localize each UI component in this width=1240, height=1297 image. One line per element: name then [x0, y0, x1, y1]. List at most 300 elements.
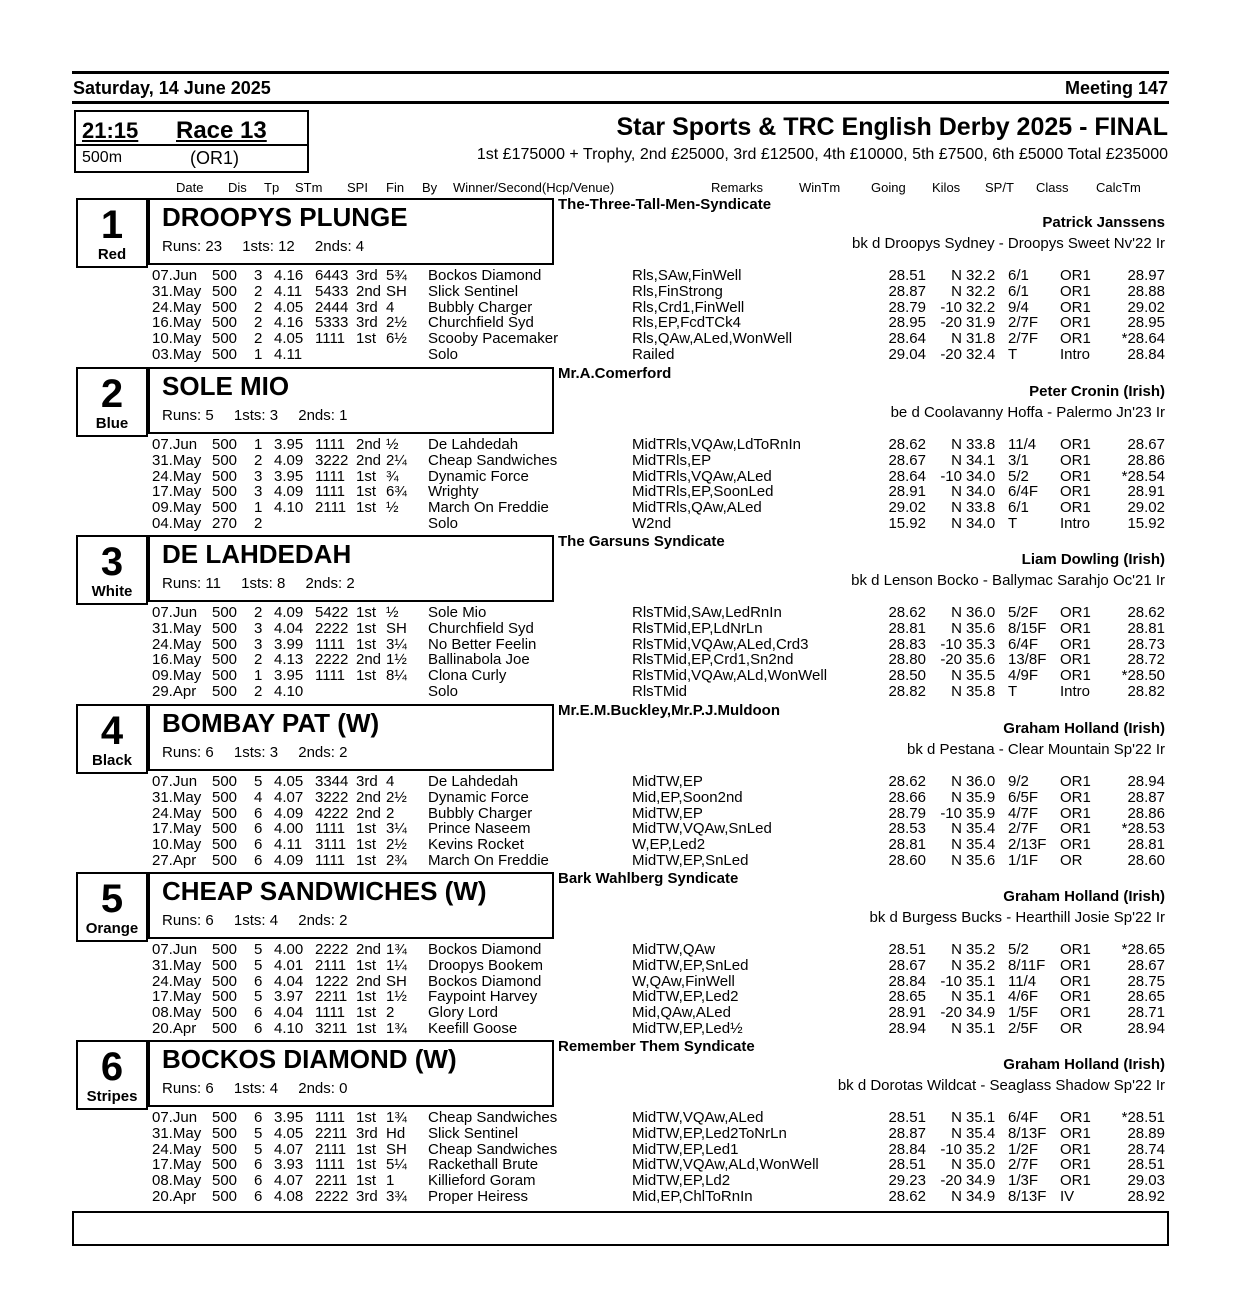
form-trap: 1 — [254, 667, 263, 685]
form-class: OR1 — [1060, 1172, 1091, 1190]
col-dis: Dis — [228, 180, 247, 195]
form-calc-time: 28.86 — [1127, 451, 1165, 469]
owner-name: The Garsuns Syndicate — [558, 533, 725, 550]
form-finish: 2nd — [356, 436, 382, 453]
form-split: 2444 — [315, 298, 349, 316]
trainer-name: Patrick Janssens — [1042, 214, 1165, 231]
form-distance-beaten: 1¾ — [386, 1109, 407, 1126]
form-weight: 35.1 — [966, 988, 996, 1006]
form-trap: 2 — [254, 514, 263, 532]
form-win-time: 28.87 — [888, 282, 926, 300]
form-sp: 6/1 — [1008, 282, 1029, 300]
form-class: OR1 — [1060, 314, 1091, 332]
owner-name: The-Three-Tall-Men-Syndicate — [558, 196, 772, 213]
form-date: 10.May — [152, 836, 202, 854]
form-going: N — [951, 483, 962, 501]
form-row — [0, 790, 1240, 806]
form-sp: 5/2 — [1008, 941, 1029, 958]
form-row — [0, 1189, 1240, 1205]
form-win-time: 28.66 — [888, 788, 926, 806]
form-remarks: RlsTMid — [632, 682, 687, 700]
form-remarks: Mid,QAw,ALed — [632, 1004, 731, 1022]
form-split: 1111 — [315, 820, 346, 838]
form-calc-time: 28.95 — [1127, 314, 1165, 332]
form-class: OR1 — [1060, 651, 1091, 669]
form-distance-beaten: 2 — [386, 804, 395, 822]
form-class: OR1 — [1060, 1124, 1091, 1142]
form-distance-beaten: 2½ — [386, 788, 407, 806]
form-sectional: 4.09 — [274, 451, 304, 469]
form-row — [0, 942, 1240, 958]
form-sectional: 4.04 — [274, 1004, 304, 1022]
form-trap: 6 — [254, 836, 263, 854]
form-going: N — [951, 499, 962, 517]
form-row — [0, 837, 1240, 853]
form-calc-time: 28.62 — [1127, 604, 1165, 621]
form-row — [0, 300, 1240, 316]
form-finish: 1st — [356, 330, 377, 348]
form-going: N — [951, 330, 962, 348]
form-sp: 11/4 — [1008, 972, 1037, 990]
form-distance: 500 — [212, 483, 238, 501]
form-row — [0, 668, 1240, 684]
form-trap: 6 — [254, 1156, 263, 1174]
form-row — [0, 684, 1240, 700]
form-sp: 2/7F — [1008, 1156, 1039, 1174]
form-sp: 5/2F — [1008, 604, 1039, 621]
form-date: 24.May — [152, 467, 202, 485]
form-calc-time: *28.65 — [1121, 941, 1165, 958]
form-distance: 500 — [212, 820, 238, 838]
form-distance: 500 — [212, 314, 238, 332]
form-win-time: 28.80 — [888, 651, 926, 669]
form-weight: 32.2 — [966, 267, 996, 284]
form-date: 24.May — [152, 972, 202, 990]
form-distance-beaten: 1 — [386, 1172, 395, 1190]
form-distance: 500 — [212, 1172, 238, 1190]
form-class: OR1 — [1060, 1156, 1091, 1174]
form-sp: 2/13F — [1008, 836, 1047, 854]
form-distance: 500 — [212, 604, 238, 621]
form-going: N — [951, 682, 962, 700]
form-sp: 11/4 — [1008, 436, 1037, 453]
trainer-name: Liam Dowling (Irish) — [1021, 551, 1165, 568]
form-class: OR1 — [1060, 604, 1091, 621]
trainer-name: Graham Holland (Irish) — [1003, 720, 1165, 737]
form-row — [0, 268, 1240, 284]
form-distance: 500 — [212, 451, 238, 469]
form-going: -10 — [940, 1140, 962, 1158]
form-table — [0, 774, 1240, 869]
form-sp: 6/1 — [1008, 499, 1029, 517]
form-weight: 35.6 — [966, 851, 996, 869]
form-row — [0, 1126, 1240, 1142]
form-winner-second: Dynamic Force — [428, 467, 529, 485]
form-distance: 500 — [212, 298, 238, 316]
form-calc-time: 28.84 — [1127, 345, 1165, 363]
form-calc-time: 28.89 — [1127, 1124, 1165, 1142]
runs-count: Runs: 23 — [162, 238, 223, 255]
form-win-time: 28.67 — [888, 956, 926, 974]
form-distance: 500 — [212, 467, 238, 485]
form-going: N — [951, 667, 962, 685]
form-trap: 6 — [254, 1109, 263, 1126]
form-class: OR1 — [1060, 499, 1091, 517]
form-distance-beaten: 1¾ — [386, 941, 407, 958]
form-distance: 500 — [212, 1156, 238, 1174]
form-class: OR — [1060, 851, 1083, 869]
form-class: Intro — [1060, 345, 1091, 363]
form-finish: 1st — [356, 836, 377, 854]
form-table — [0, 605, 1240, 700]
form-date: 31.May — [152, 788, 202, 806]
form-split: 2211 — [315, 1172, 348, 1190]
form-distance-beaten: ¾ — [386, 467, 399, 485]
race-number: Race 13 — [176, 117, 267, 144]
form-distance: 500 — [212, 1187, 238, 1205]
form-sp: 3/1 — [1008, 451, 1029, 469]
form-trap: 5 — [254, 956, 263, 974]
form-distance-beaten: SH — [386, 619, 407, 637]
form-distance: 500 — [212, 345, 238, 363]
form-class: OR1 — [1060, 941, 1091, 958]
form-distance-beaten: SH — [386, 282, 407, 300]
seconds-count: 2nds: 1 — [298, 407, 348, 424]
wins-count: 1sts: 3 — [233, 744, 279, 761]
form-going: N — [951, 1124, 962, 1142]
form-remarks: MidTRls,EP,SoonLed — [632, 483, 774, 501]
trap-number: 3 — [100, 540, 124, 584]
breeding: bk d Dorotas Wildcat - Seaglass Shadow Sp'22 Ir — [837, 1077, 1165, 1094]
form-split: 2222 — [315, 941, 349, 958]
form-trap: 2 — [254, 282, 263, 300]
form-date: 16.May — [152, 314, 202, 332]
col-date: Date — [176, 180, 204, 195]
form-win-time: 15.92 — [888, 514, 926, 532]
race-title: Star Sports & TRC English Derby 2025 - FINAL — [616, 113, 1168, 141]
form-calc-time: 28.81 — [1127, 619, 1165, 637]
form-trap: 3 — [254, 635, 263, 653]
form-winner-second: Clona Curly — [428, 667, 507, 685]
form-win-time: 29.04 — [888, 345, 926, 363]
form-row — [0, 469, 1240, 485]
form-weight: 35.5 — [966, 667, 996, 685]
form-sp: 6/4F — [1008, 635, 1039, 653]
col-spt: SP/T — [985, 180, 1014, 195]
form-finish: 1st — [356, 851, 377, 869]
form-remarks: Rls,Crd1,FinWell — [632, 298, 745, 316]
form-calc-time: 28.51 — [1127, 1156, 1165, 1174]
form-sectional: 4.09 — [274, 851, 304, 869]
col-by: By — [422, 180, 438, 195]
form-distance-beaten: 2½ — [386, 314, 407, 332]
form-trap: 1 — [254, 499, 263, 517]
form-remarks: MidTRls,EP — [632, 451, 712, 469]
form-sectional: 4.16 — [274, 267, 304, 284]
form-date: 31.May — [152, 282, 202, 300]
runs-count: Runs: 5 — [162, 407, 214, 424]
form-distance: 500 — [212, 667, 238, 685]
form-calc-time: 28.65 — [1127, 988, 1165, 1006]
form-remarks: MidTW,VQAw,ALd,WonWell — [632, 1156, 819, 1174]
col-remarks: Remarks — [711, 180, 764, 195]
form-remarks: MidTW,EP — [632, 773, 703, 790]
form-calc-time: 28.67 — [1127, 956, 1165, 974]
form-sectional: 4.07 — [274, 788, 304, 806]
form-finish: 2nd — [356, 282, 382, 300]
form-distance-beaten: SH — [386, 972, 407, 990]
form-trap: 3 — [254, 467, 263, 485]
form-class: OR1 — [1060, 788, 1091, 806]
form-finish: 1st — [356, 483, 377, 501]
form-split: 2111 — [315, 1140, 347, 1158]
form-remarks: MidTRls,VQAw,ALed — [632, 467, 772, 485]
form-row — [0, 821, 1240, 837]
col-winner: Winner/Second(Hcp/Venue) — [453, 180, 615, 195]
form-finish: 1st — [356, 1172, 377, 1190]
form-winner-second: Dynamic Force — [428, 788, 529, 806]
form-distance-beaten: Hd — [386, 1124, 406, 1142]
form-calc-time: 28.72 — [1127, 651, 1165, 669]
form-weight: 35.3 — [966, 635, 996, 653]
dog-stats — [162, 912, 363, 929]
form-winner-second: Glory Lord — [428, 1004, 499, 1022]
form-weight: 34.9 — [966, 1004, 996, 1022]
col-going: Going — [871, 180, 906, 195]
form-win-time: 28.83 — [888, 635, 926, 653]
form-sectional: 4.04 — [274, 619, 304, 637]
form-split: 1111 — [315, 330, 346, 348]
form-date: 09.May — [152, 667, 202, 685]
form-winner-second: No Better Feelin — [428, 635, 537, 653]
dog-name: CHEAP SANDWICHES (W) — [162, 876, 487, 906]
form-winner-second: Churchfield Syd — [428, 619, 534, 637]
dog-name: BOMBAY PAT (W) — [162, 708, 380, 738]
form-winner-second: Solo — [428, 514, 459, 532]
form-remarks: MidTRls,VQAw,LdToRnIn — [632, 436, 801, 453]
form-weight: 35.0 — [966, 1156, 996, 1174]
dog-box — [148, 1040, 554, 1107]
col-spi: SPI — [347, 180, 368, 195]
form-date: 29.Apr — [152, 682, 197, 700]
form-weight: 34.0 — [966, 483, 996, 501]
form-split: 1111 — [315, 1004, 346, 1022]
form-calc-time: 28.82 — [1127, 682, 1165, 700]
form-split: 3111 — [315, 836, 347, 854]
form-weight: 36.0 — [966, 604, 996, 621]
form-sp: 6/5F — [1008, 788, 1039, 806]
trap-box — [76, 198, 148, 268]
form-winner-second: Killieford Goram — [428, 1172, 536, 1190]
form-split: 2222 — [315, 651, 349, 669]
form-sectional: 3.95 — [274, 1109, 304, 1126]
form-sp: 2/7F — [1008, 820, 1039, 838]
form-sp: 8/13F — [1008, 1124, 1047, 1142]
form-calc-time: 28.75 — [1127, 972, 1165, 990]
form-finish: 2nd — [356, 451, 382, 469]
form-winner-second: Bockos Diamond — [428, 267, 542, 284]
form-distance: 270 — [212, 514, 238, 532]
form-row — [0, 774, 1240, 790]
col-fin: Fin — [386, 180, 405, 195]
form-trap: 6 — [254, 804, 263, 822]
form-row — [0, 516, 1240, 532]
form-sectional: 4.13 — [274, 651, 304, 669]
trap-colour: Black — [91, 752, 133, 769]
form-split: 2111 — [315, 956, 347, 974]
form-sectional: 4.11 — [274, 345, 303, 363]
breeding: bk d Droopys Sydney - Droopys Sweet Nv'22 Ir — [852, 235, 1165, 252]
form-split: 1111 — [315, 483, 346, 501]
dog-name: SOLE MIO — [162, 371, 290, 401]
form-going: N — [951, 436, 962, 453]
wins-count: 1sts: 12 — [242, 238, 295, 255]
form-winner-second: Solo — [428, 682, 459, 700]
form-class: OR1 — [1060, 436, 1091, 453]
form-distance: 500 — [212, 1004, 238, 1022]
form-sp: 1/2F — [1008, 1140, 1039, 1158]
form-class: OR1 — [1060, 972, 1091, 990]
form-going: N — [951, 788, 962, 806]
owner-name: Mr.A.Comerford — [558, 365, 672, 382]
breeding: bk d Pestana - Clear Mountain Sp'22 Ir — [906, 741, 1165, 758]
form-date: 16.May — [152, 651, 202, 669]
form-weight: 35.4 — [966, 836, 996, 854]
form-going: -10 — [940, 635, 962, 653]
form-winner-second: Slick Sentinel — [428, 282, 519, 300]
form-date: 04.May — [152, 514, 202, 532]
form-remarks: Rls,QAw,ALed,WonWell — [632, 330, 793, 348]
form-winner-second: Faypoint Harvey — [428, 988, 538, 1006]
trap-number: 2 — [100, 372, 124, 416]
form-sectional: 4.07 — [274, 1140, 304, 1158]
form-calc-time: 28.86 — [1127, 804, 1165, 822]
form-going: N — [951, 836, 962, 854]
form-weight: 35.1 — [966, 972, 996, 990]
form-win-time: 28.62 — [888, 773, 926, 790]
form-sectional: 4.04 — [274, 972, 304, 990]
form-distance: 500 — [212, 956, 238, 974]
form-sp: 6/4F — [1008, 1109, 1039, 1126]
form-row — [0, 437, 1240, 453]
form-remarks: MidTRls,QAw,ALed — [632, 499, 762, 517]
top-rule — [72, 71, 1169, 74]
dog-name: DROOPYS PLUNGE — [162, 202, 408, 232]
trap-number: 6 — [100, 1045, 124, 1089]
form-trap: 5 — [254, 1140, 263, 1158]
form-date: 07.Jun — [152, 604, 198, 621]
form-remarks: Mid,EP,Soon2nd — [632, 788, 743, 806]
form-finish: 3rd — [356, 314, 378, 332]
form-date: 31.May — [152, 1124, 202, 1142]
seconds-count: 2nds: 0 — [298, 1080, 348, 1097]
form-winner-second: Prince Naseem — [428, 820, 531, 838]
breeding: bk d Burgess Bucks - Hearthill Josie Sp'22 Ir — [869, 909, 1165, 926]
dog-box — [148, 872, 554, 939]
form-sectional: 3.99 — [274, 635, 304, 653]
form-going: N — [951, 1019, 962, 1037]
form-winner-second: Rackethall Brute — [428, 1156, 539, 1174]
header-rule — [72, 101, 1169, 104]
form-split: 3211 — [315, 1019, 348, 1037]
form-date: 03.May — [152, 345, 202, 363]
form-distance: 500 — [212, 635, 238, 653]
form-sp: 6/1 — [1008, 267, 1029, 284]
form-trap: 6 — [254, 1004, 263, 1022]
form-sp: T — [1008, 345, 1018, 363]
form-distance: 500 — [212, 330, 238, 348]
form-remarks: Rls,EP,FcdTCk4 — [632, 314, 741, 332]
form-weight: 35.4 — [966, 1124, 996, 1142]
form-remarks: MidTW,QAw — [632, 941, 716, 958]
form-remarks: MidTW,EP,Ld2 — [632, 1172, 731, 1190]
form-distance: 500 — [212, 1109, 238, 1126]
wins-count: 1sts: 3 — [233, 407, 279, 424]
form-win-time: 28.65 — [888, 988, 926, 1006]
form-split: 5422 — [315, 604, 349, 621]
form-finish: 3rd — [356, 298, 378, 316]
form-sectional: 4.09 — [274, 604, 304, 621]
form-distance-beaten: ½ — [386, 604, 399, 621]
form-remarks: MidTW,EP — [632, 804, 703, 822]
form-win-time: 28.91 — [888, 1004, 926, 1022]
form-class: OR1 — [1060, 773, 1091, 790]
form-distance-beaten: 5¾ — [386, 267, 407, 284]
form-distance-beaten: 5¼ — [386, 1156, 407, 1174]
form-row — [0, 605, 1240, 621]
form-row — [0, 621, 1240, 637]
form-distance: 500 — [212, 988, 238, 1006]
form-win-time: 28.94 — [888, 1019, 926, 1037]
form-distance: 500 — [212, 267, 238, 284]
form-calc-time: *28.64 — [1121, 330, 1165, 348]
form-win-time: 28.79 — [888, 804, 926, 822]
form-class: OR1 — [1060, 1109, 1091, 1126]
form-remarks: MidTW,EP,Led2ToNrLn — [632, 1124, 787, 1142]
form-finish: 1st — [356, 499, 377, 517]
form-distance-beaten: 2½ — [386, 836, 407, 854]
form-row — [0, 1110, 1240, 1126]
form-sp: 1/5F — [1008, 1004, 1039, 1022]
form-table — [0, 942, 1240, 1037]
form-date: 20.Apr — [152, 1019, 197, 1037]
form-date: 24.May — [152, 298, 202, 316]
form-split: 5333 — [315, 314, 349, 332]
form-finish: 1st — [356, 1109, 377, 1126]
wins-count: 1sts: 4 — [233, 1080, 279, 1097]
form-distance-beaten: 3¾ — [386, 1187, 407, 1205]
footer-box — [72, 1211, 1169, 1246]
form-table — [0, 1110, 1240, 1205]
dog-stats — [162, 407, 363, 424]
dog-stats — [162, 575, 371, 592]
form-win-time: 28.87 — [888, 1124, 926, 1142]
form-winner-second: Cheap Sandwiches — [428, 451, 558, 469]
form-split: 6443 — [315, 267, 349, 284]
form-winner-second: Slick Sentinel — [428, 1124, 519, 1142]
form-sectional: 4.05 — [274, 1124, 304, 1142]
form-row — [0, 347, 1240, 363]
form-sp: 6/4F — [1008, 483, 1039, 501]
form-finish: 3rd — [356, 267, 378, 284]
form-calc-time: *28.51 — [1121, 1109, 1165, 1126]
form-win-time: 28.51 — [888, 1109, 926, 1126]
form-win-time: 28.62 — [888, 604, 926, 621]
form-calc-time: 28.67 — [1127, 436, 1165, 453]
form-weight: 36.0 — [966, 773, 996, 790]
form-calc-time: 29.02 — [1127, 298, 1165, 316]
form-row — [0, 652, 1240, 668]
